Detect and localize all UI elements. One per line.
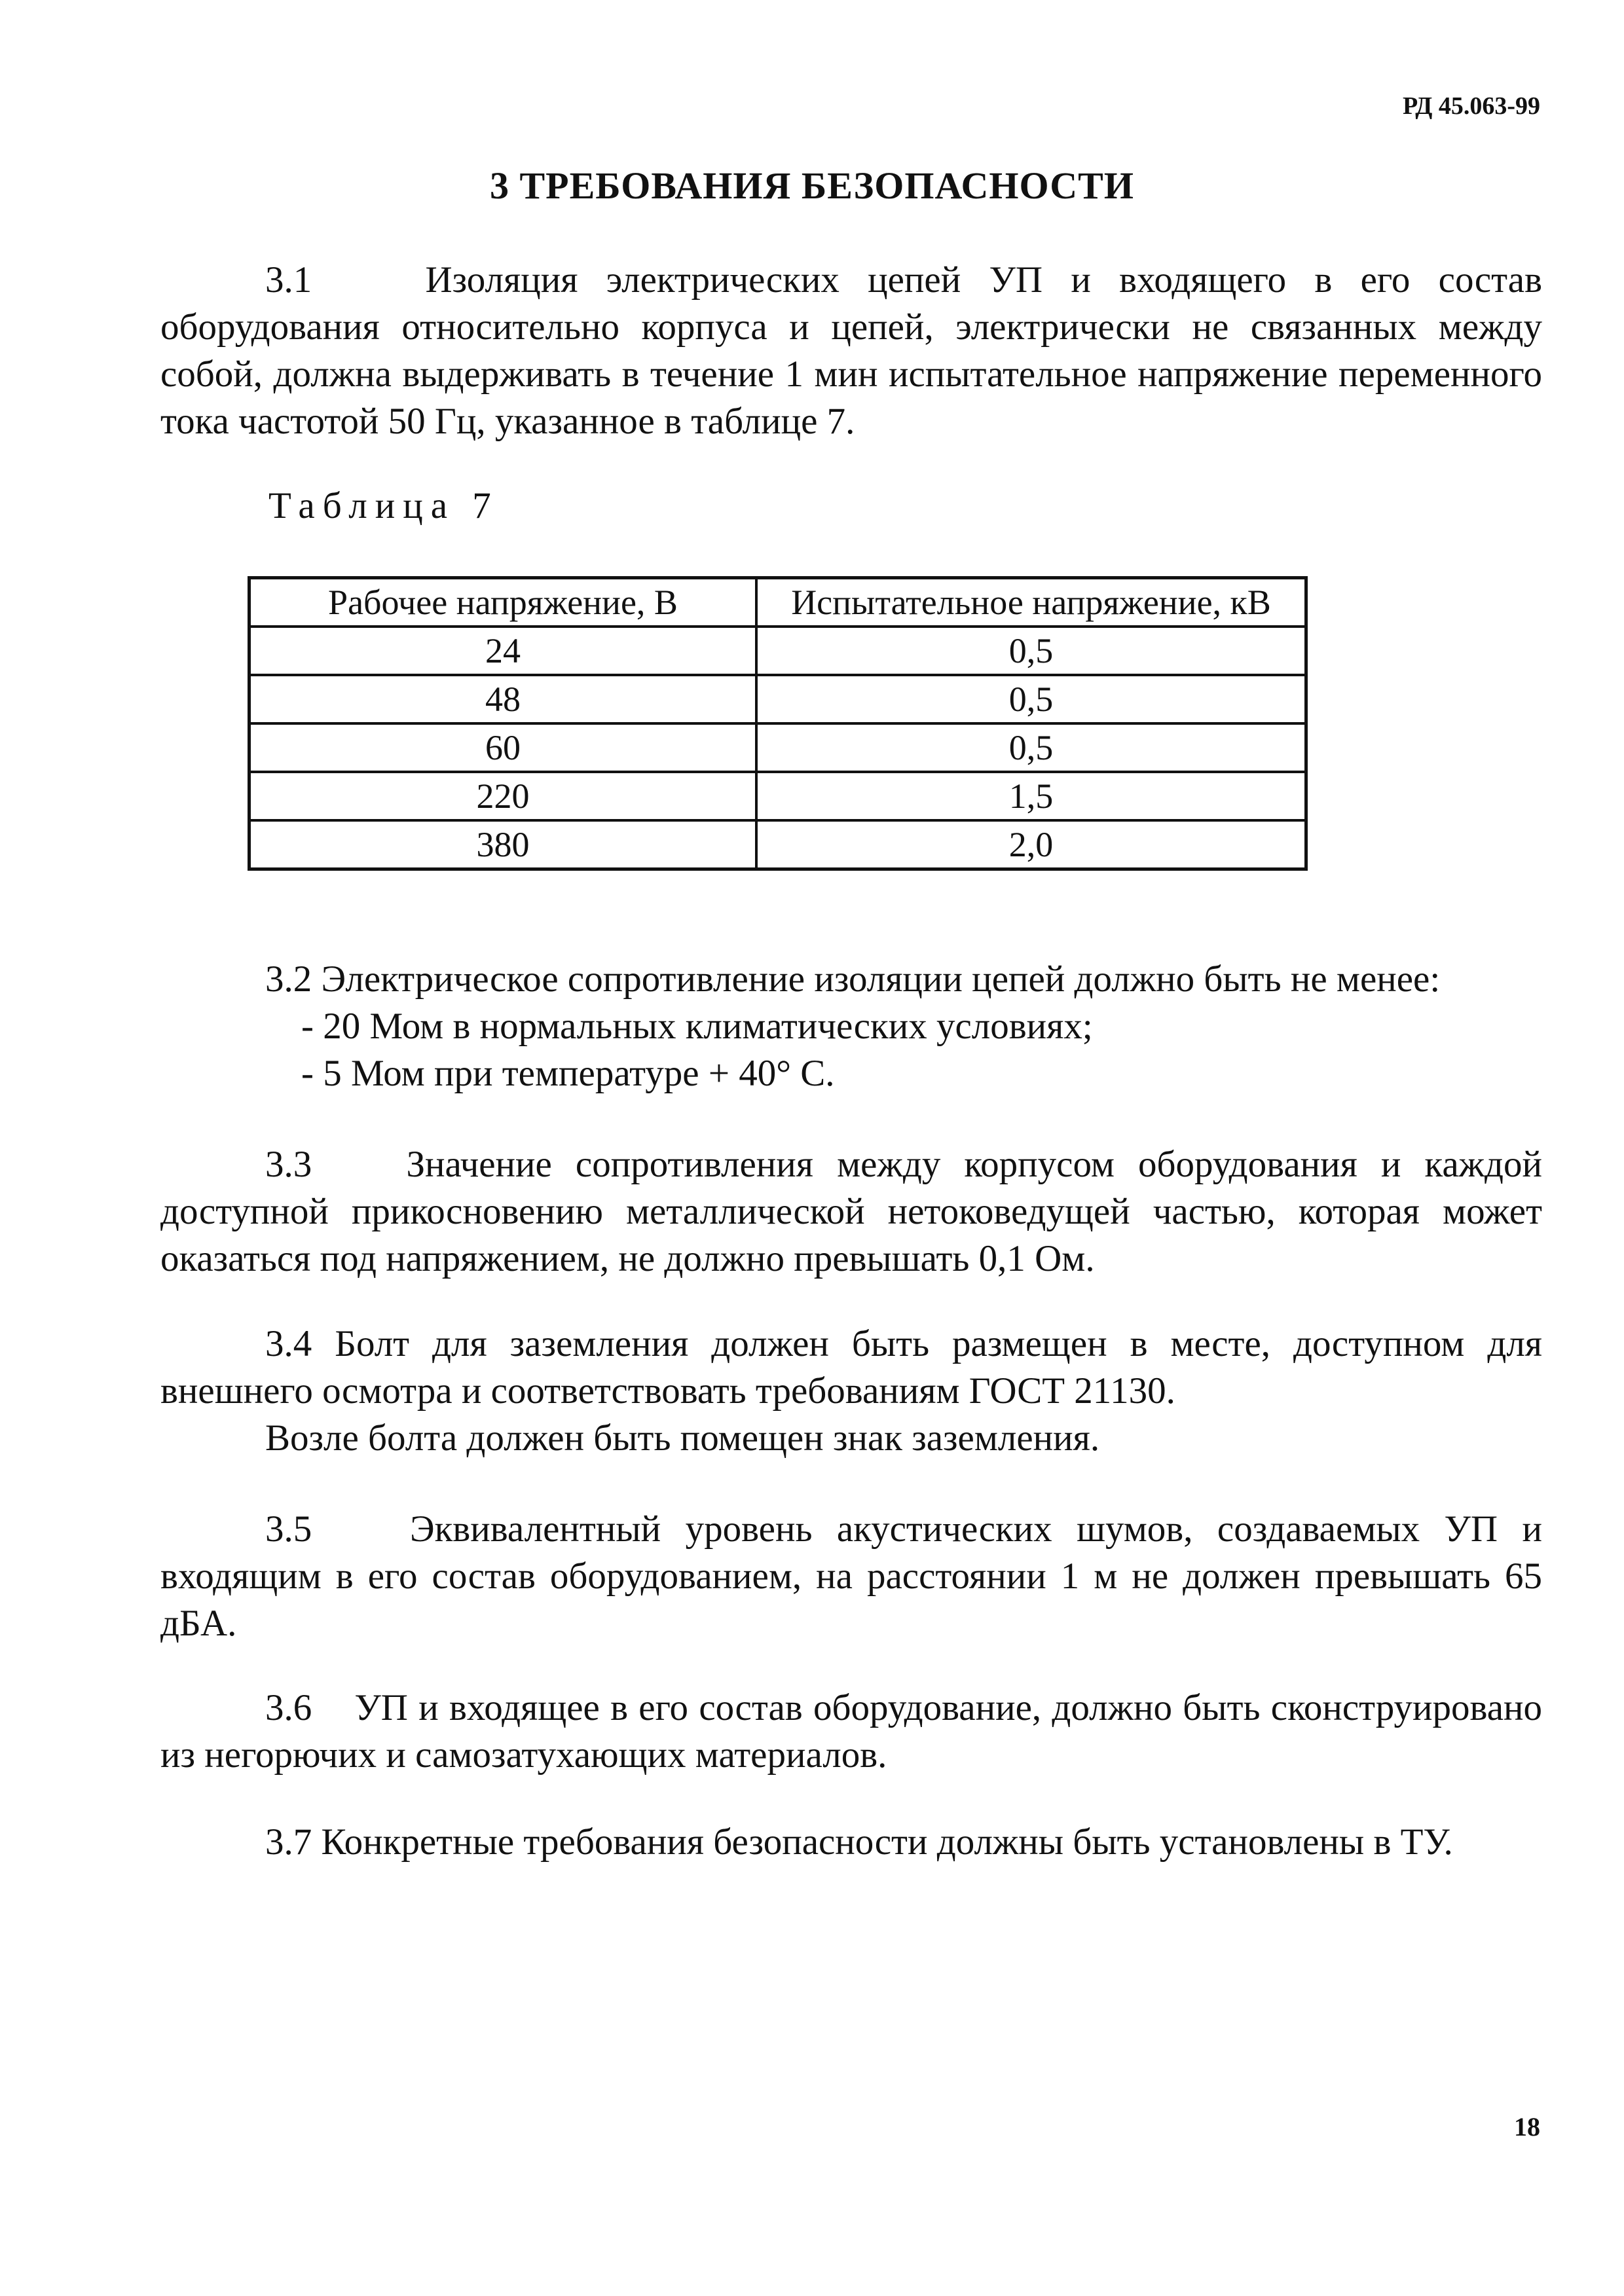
table-cell-test-voltage: 0,5 [756, 675, 1306, 723]
paragraph-number: 3.3 [265, 1144, 312, 1185]
paragraph-3-1 [160, 257, 1542, 445]
paragraph-text: Значение сопротивления между корпусом оборудования и каждой доступной прикосновению металлической нетоковедущей частью, которая может оказаться под напряжением, не должно превышать 0,1 Ом. [160, 1144, 1543, 1279]
table-cell-working-voltage: 220 [249, 772, 757, 820]
table-row [249, 820, 1306, 869]
paragraph-3-2: 3.2 Электрическое сопротивление изоляции цепей должно быть не менее: [265, 958, 1441, 1000]
table-cell-test-voltage: 0,5 [756, 627, 1306, 675]
paragraph-number: 3.6 [265, 1687, 312, 1728]
table-header-row [249, 578, 1306, 627]
table-row [249, 675, 1306, 723]
column-header-test-voltage: Испытательное напряжение, кВ [756, 578, 1306, 627]
section-title: 3 ТРЕБОВАНИЯ БЕЗОПАСНОСТИ [490, 164, 1134, 207]
column-header-working-voltage: Рабочее напряжение, В [249, 578, 757, 627]
table-row [249, 723, 1306, 772]
table-row [249, 772, 1306, 820]
table-cell-test-voltage: 1,5 [756, 772, 1306, 820]
table-cell-working-voltage: 48 [249, 675, 757, 723]
paragraph-text: УП и входящее в его состав оборудование, должно быть сконструировано из негорючих и самозатухающих материалов. [160, 1687, 1543, 1776]
voltage-table-container [248, 576, 1308, 871]
voltage-table [248, 576, 1308, 871]
list-item: - 5 Мом при температуре + 40° С. [301, 1053, 835, 1094]
paragraph-text: Эквивалентный уровень акустических шумов, создаваемых УП и входящим в его состав оборудованием, на расстоянии 1 м не должен превышать 65 дБА. [160, 1508, 1543, 1644]
paragraph-text: Изоляция электрических цепей УП и входящего в его состав оборудования относительно корпуса и цепей, электрически не связанных между собой, должна выдерживать в течение 1 мин испытательное напряжение переменного тока частотой 50 Гц, указанное в таблице 7. [160, 259, 1542, 442]
paragraph-3-4-note: Возле болта должен быть помещен знак заземления. [265, 1417, 1100, 1459]
paragraph-3-2-list [301, 1003, 1093, 1097]
list-item: - 20 Мом в нормальных климатических условиях; [301, 1006, 1093, 1047]
table-cell-working-voltage: 60 [249, 723, 757, 772]
document-code: РД 45.063-99 [1403, 92, 1540, 120]
paragraph-text: 3.4 Болт для заземления должен быть размещен в месте, доступном для внешнего осмотра и соответствовать требованиям ГОСТ 21130. [160, 1323, 1542, 1412]
paragraph-3-6 [160, 1685, 1542, 1779]
paragraph-number: 3.5 [265, 1508, 312, 1550]
paragraph-3-7: 3.7 Конкретные требования безопасности должны быть установлены в ТУ. [265, 1821, 1453, 1863]
table-caption: Таблица 7 [268, 485, 499, 526]
paragraph-3-4 [160, 1321, 1542, 1415]
table-row [249, 627, 1306, 675]
paragraph-3-5 [160, 1506, 1542, 1647]
paragraph-number: 3.1 [265, 259, 312, 301]
table-cell-test-voltage: 0,5 [756, 723, 1306, 772]
table-cell-working-voltage: 24 [249, 627, 757, 675]
paragraph-3-3 [160, 1141, 1542, 1283]
table-cell-working-voltage: 380 [249, 820, 757, 869]
page-number: 18 [1514, 2112, 1540, 2141]
table-cell-test-voltage: 2,0 [756, 820, 1306, 869]
